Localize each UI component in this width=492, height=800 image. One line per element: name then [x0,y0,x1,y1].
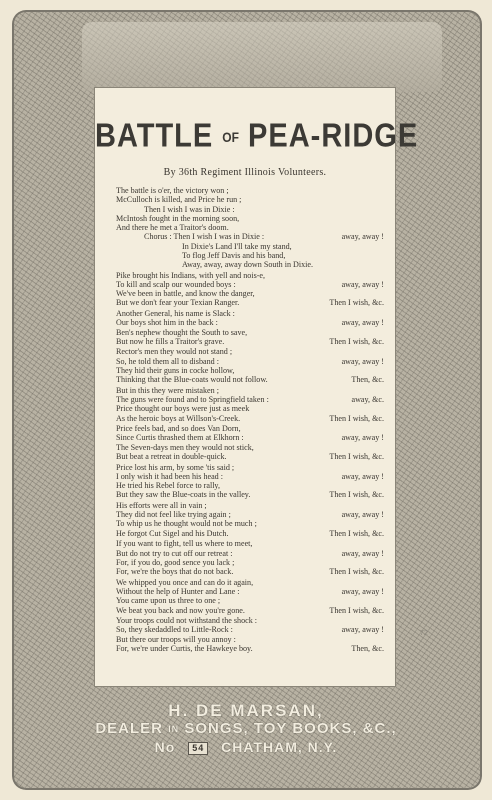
lyric-text: The guns were found and to Springfield taken : [116,395,269,405]
lyric-line [116,433,384,442]
stanza [116,424,384,461]
lyric-line [116,443,384,452]
lyric-text: Price lost his arm, by some 'tis said ; [116,462,235,472]
lyric-line [116,481,384,490]
lyric-line [116,375,384,384]
lyric-text: The battle is o'er, the victory won ; [116,186,229,195]
dealer-trade [60,720,432,738]
lyric-line [116,501,384,510]
lyric-line [116,529,384,538]
lyric-line [116,567,384,576]
lyric-line [116,205,384,214]
lyric-text: But they saw the Blue-coats in the valley. [116,490,251,500]
lyric-line [116,318,384,327]
lyric-line [116,596,384,605]
lyric-refrain: away, &c. [351,395,384,405]
lyric-line [116,280,384,289]
lyric-line [116,404,384,413]
lyric-line [116,271,384,280]
lyric-line [116,644,384,653]
lyric-line [116,328,384,337]
lyric-text: Our boys shot him in the back : [116,318,218,328]
dealer-no-label: No [154,739,176,756]
lyric-refrain: Then I wish, &c. [329,605,384,615]
lyric-text: And there he met a Traitor's doom. [116,223,229,232]
song-title [95,117,419,156]
lyric-line [116,587,384,596]
lyric-refrain: Then I wish, &c. [329,298,384,308]
title-word-battle: BATTLE [95,117,214,155]
stanza [116,309,384,346]
dealer-name: H. DE MARSAN, [168,701,324,720]
lyric-text: As the heroic boys at Willson's-Creek. [116,413,241,423]
lyric-text: But do not try to cut off our retreat : [116,548,233,558]
lyric-text: So, they skedaddled to Little-Rock : [116,625,233,635]
lyric-line [116,386,384,395]
title-word-of: OF [222,129,239,146]
dealer-imprint [60,702,432,764]
pencil-note: 72 [420,630,428,637]
lyric-line [116,251,384,260]
lyric-text: I only wish it had been his head : [116,471,223,481]
lyric-line [116,452,384,461]
lyric-line [116,357,384,366]
engraved-ship-scene [82,22,442,92]
dealer-street: CHATHAM, N.Y. [221,739,338,756]
lyric-line [116,186,384,195]
lyric-text: His efforts were all in vain ; [116,500,207,510]
lyric-text: But we don't fear your Texian Ranger. [116,298,240,308]
title-word-pea-ridge: PEA-RIDGE [248,117,419,155]
lyric-text: But beat a retreat in double-quick. [116,451,227,461]
lyric-text: For, if you do, good sence you lack ; [116,557,235,567]
song-lyrics [116,186,384,655]
lyric-line [116,635,384,644]
lyric-text: Price feels bad, and so does Van Dorn, [116,424,241,434]
lyric-line [116,549,384,558]
lyric-text: For, we're the boys that do not back. [116,567,234,577]
lyric-text: Thinking that the Blue-coats would not follow. [116,375,268,385]
lyric-refrain: away, away ! [341,587,384,597]
lyric-text: Chorus : Then I wish I was in Dixie : [144,232,265,242]
lyric-text: In Dixie's Land I'll take my stand, [182,241,292,251]
lyric-text: For, we're under Curtis, the Hawkeye boy. [116,643,253,653]
lyric-line [116,539,384,548]
lyric-text: He tried his Rebel force to rally, [116,481,220,491]
lyric-line [116,260,384,269]
lyric-text: If you want to fight, tell us where to meet, [116,539,253,549]
lyric-refrain: away, away ! [341,318,384,328]
lyric-refrain: away, away ! [341,510,384,520]
lyric-text: Without the help of Hunter and Lane : [116,587,240,597]
lyric-line [116,558,384,567]
lyric-line [116,289,384,298]
lyric-refrain: away, away ! [341,471,384,481]
lyric-refrain: Then I wish, &c. [329,336,384,346]
lyric-text: Since Curtis thrashed them at Elkhorn : [116,433,244,443]
lyric-text: You came upon us three to one ; [116,596,221,606]
stanza [116,578,384,615]
dealer-address [60,738,432,756]
lyric-line [116,232,384,241]
lyric-refrain: Then, &c. [351,643,384,653]
lyric-refrain: away, away ! [341,232,384,242]
lyric-text: Then I wish I was in Dixie : [144,204,235,214]
lyric-refrain: Then, &c. [351,375,384,385]
lyric-text: To flog Jeff Davis and his band, [182,250,286,260]
lyric-text: They did not feel like trying again ; [116,510,231,520]
lyric-line [116,223,384,232]
dealer-goods: SONGS, TOY BOOKS, &C., [184,720,397,737]
stanza [116,271,384,308]
lyric-text: They hid their guns in cocke hollow, [116,365,235,375]
lyric-line [116,414,384,423]
lyric-line [116,472,384,481]
stanza [116,539,384,576]
dealer-in: IN [168,724,180,735]
stanza [116,186,384,269]
lyric-line [116,337,384,346]
lyric-text: We've been in battle, and know the danger, [116,289,255,299]
lyric-line [116,490,384,499]
lyric-refrain: Then I wish, &c. [329,413,384,423]
lyric-text: We whipped you once and can do it again, [116,577,254,587]
lyric-refrain: Then I wish, &c. [329,451,384,461]
lyric-text: But in this they were mistaken ; [116,385,219,395]
lyric-text: He forgot Cut Sigel and his Dutch. [116,528,229,538]
lyric-refrain: Then I wish, &c. [329,567,384,577]
lyric-line [116,519,384,528]
song-number: 54 [188,742,208,755]
stanza [116,463,384,500]
lyric-line [116,309,384,318]
lyric-line [116,195,384,204]
lyric-text: We beat you back and now you're gone. [116,605,245,615]
stanza [116,501,384,538]
lyric-text: McIntosh fought in the morning soon, [116,213,240,223]
lyric-text: But there our troops will you annoy : [116,634,236,644]
lyric-line [116,214,384,223]
lyric-text: Price thought our boys were just as meek [116,404,250,414]
lyric-line [116,366,384,375]
lyric-line [116,616,384,625]
lyric-text: McCulloch is killed, and Price he run ; [116,195,242,205]
lyric-line [116,395,384,404]
lyric-text: Pike brought his Indians, with yell and nois-e, [116,270,266,280]
lyric-refrain: away, away ! [341,625,384,635]
lyric-line [116,298,384,307]
lyric-text: Rector's men they would not stand ; [116,347,233,357]
lyric-refrain: away, away ! [341,279,384,289]
lyric-refrain: away, away ! [341,356,384,366]
lyric-text: To whip us he thought would not be much ; [116,519,257,529]
stanza [116,386,384,423]
lyric-refrain: away, away ! [341,548,384,558]
byline: By 36th Regiment Illinois Volunteers. [163,167,327,178]
lyric-text: The Seven-days men they would not stick, [116,442,254,452]
lyric-text: But now he fills a Traitor's grave. [116,336,225,346]
lyric-line [116,347,384,356]
lyric-refrain: away, away ! [341,433,384,443]
lyric-line [116,606,384,615]
lyric-line [116,242,384,251]
lyric-line [116,424,384,433]
lyric-refrain: Then I wish, &c. [329,528,384,538]
lyric-text: Your troops could not withstand the shock : [116,616,258,626]
lyric-line [116,578,384,587]
lyric-text: Ben's nephew thought the South to save, [116,327,248,337]
lyric-text: To kill and scalp our wounded boys : [116,279,236,289]
lyric-text: So, he told them all to disband : [116,356,219,366]
dealer-word: DEALER [95,720,163,737]
lyric-refrain: Then I wish, &c. [329,490,384,500]
stanza [116,347,384,384]
lyric-text: Away, away, away down South in Dixie. [182,260,314,269]
lyric-line [116,463,384,472]
lyric-line [116,510,384,519]
lyric-line [116,625,384,634]
lyric-text: Another General, his name is Slack : [116,309,235,319]
stanza [116,616,384,653]
